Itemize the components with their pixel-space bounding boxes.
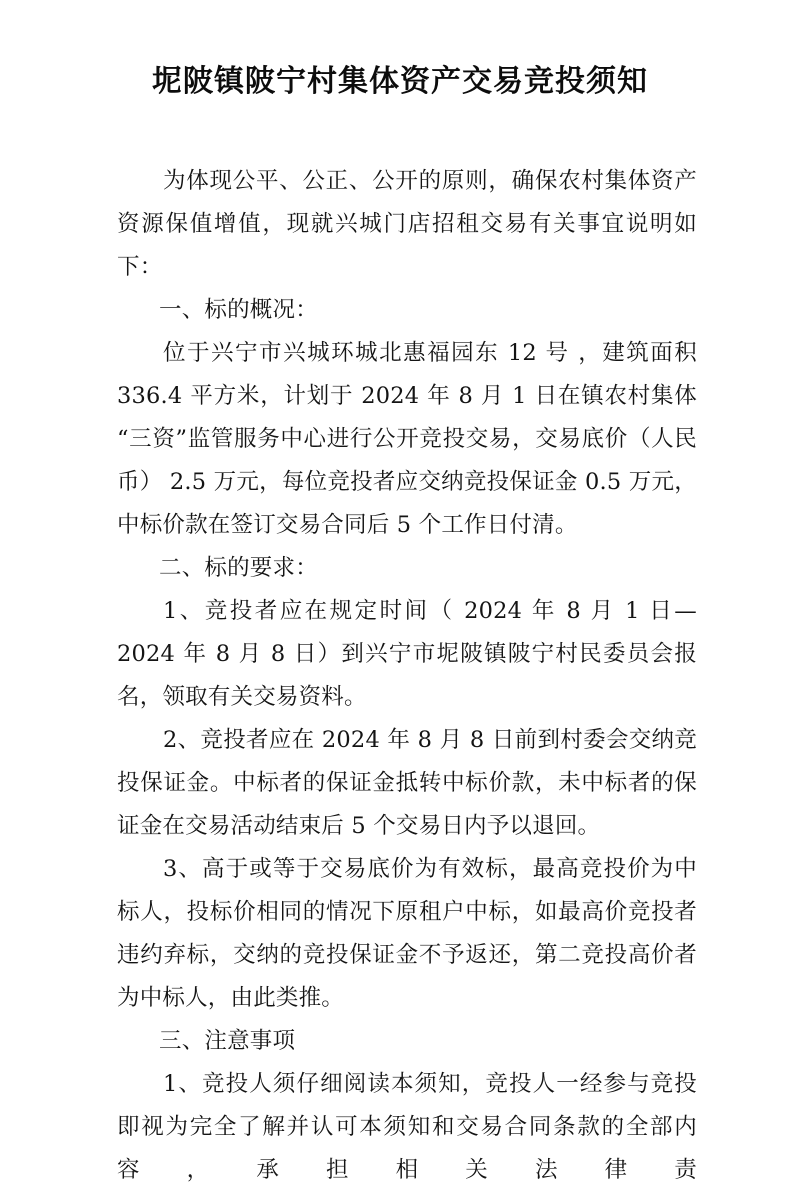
paragraph-section-2-item-2: 2、竞投者应在 2024 年 8 月 8 日前到村委会交纳竞投保证金。中标者的保证金抵转中标价款，未中标者的保证金在交易活动结束后 5 个交易日内予以退回。 [117,727,697,839]
paragraph-preamble: 为体现公平、公正、公开的原则，确保农村集体资产资源保值增值，现就兴城门店招租交易有关事宜说明如下： [117,168,697,280]
paragraph-section-2-item-3: 3、高于或等于交易底价为有效标，最高竞投价为中标人，投标价相同的情况下原租户中标，如最高价竞投者违约弃标，交纳的竞投保证金不予返还，第二竞投高价者为中标人，由此类推。 [117,856,697,1011]
paragraph-section-2-item-1: 1、竞投者应在规定时间（ 2024 年 8 月 1 日— 2024 年 8 月 8 日）到兴宁市坭陂镇陂宁村民委员会报名，领取有关交易资料。 [117,598,697,710]
section-heading-1: 一、标的概况： [159,297,318,323]
document-body [117,160,697,1192]
section-heading-2: 二、标的要求： [159,555,318,581]
section-heading-3: 三、注意事项 [159,1028,296,1054]
page-title: 坭陂镇陂宁村集体资产交易竞投须知 [152,64,648,99]
paragraph-section-3-item-1: 1、竞投人须仔细阅读本须知，竞投人一经参与竞投即视为完全了解并认可本须知和交易合同条款的全部内容，承担相关法律责 [117,1071,697,1183]
paragraph-section-1-body: 位于兴宁市兴城环城北惠福园东 12 号 ，建筑面积 336.4 平方米，计划于 2024 年 8 月 1 日在镇农村集体“三资”监管服务中心进行公开竞投交易，交易底价（人民币） 2.5 万元，每位竞投者应交纳竞投保证金 0.5 万元，中标价款在签订交易合同后 5 个工作日付清。 [117,340,697,538]
